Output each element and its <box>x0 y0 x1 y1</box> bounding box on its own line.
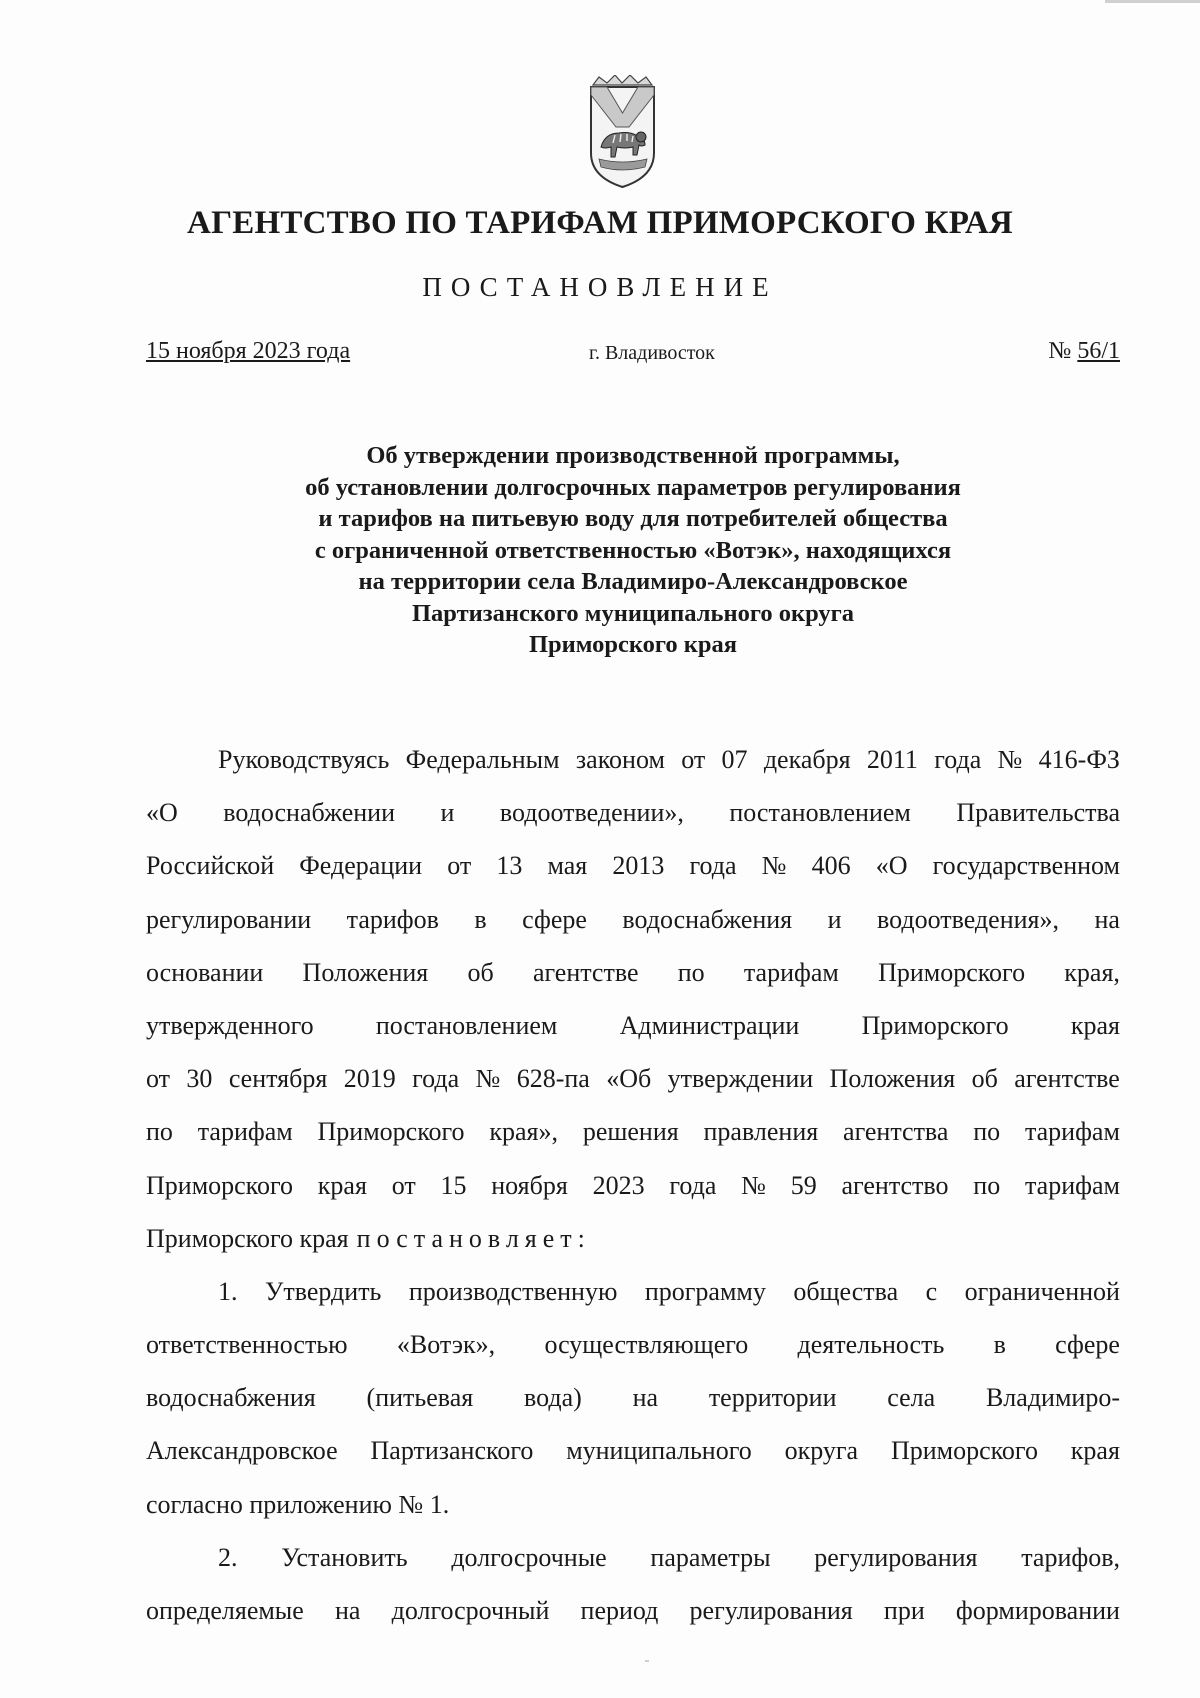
body-word: тарифам <box>1024 1170 1120 1200</box>
body-line <box>146 1212 1120 1265</box>
document-type: ПОСТАНОВЛЕНИЕ <box>422 272 778 302</box>
body-word: ограниченной <box>964 1276 1120 1306</box>
body-line <box>146 839 1120 892</box>
body-word: сентября <box>228 1064 328 1094</box>
body-word: 59 <box>790 1170 817 1200</box>
document-subject <box>146 440 1120 661</box>
body-word: Утвердить <box>264 1276 382 1306</box>
body-word: правления <box>703 1117 819 1147</box>
body-word: водоотведении», <box>499 798 684 828</box>
body-word: 1. <box>218 1276 238 1306</box>
paragraph-1-line <box>146 1318 1120 1371</box>
body-word: территории <box>708 1383 837 1413</box>
body-word: ноября <box>491 1170 568 1200</box>
body-word: № <box>761 851 787 881</box>
body-word: общества <box>793 1276 899 1306</box>
body-word: сфере <box>522 904 587 934</box>
body-word: Федеральным <box>405 745 560 774</box>
body-word: года <box>934 745 982 774</box>
body-word: Администрации <box>619 1010 800 1040</box>
body-word: долгосрочный <box>391 1596 550 1625</box>
body-word: 15 <box>440 1170 467 1200</box>
body-word: 2023 <box>592 1170 645 1200</box>
body-line <box>146 786 1120 839</box>
body-word: долгосрочные <box>451 1542 607 1572</box>
body-word: Приморского <box>861 1010 1009 1040</box>
body-word: при <box>883 1596 925 1625</box>
body-word: 406 <box>811 851 851 881</box>
subject-line: Партизанского муниципального округа <box>411 599 855 627</box>
body-word: Российской <box>146 851 275 881</box>
subject-line: Приморского края <box>528 631 738 658</box>
body-word: края», <box>489 1117 558 1147</box>
body-word: программу <box>644 1276 766 1306</box>
body-word: постановлением <box>375 1010 558 1040</box>
body-word: Правительства <box>956 798 1120 828</box>
primorsky-coat-of-arms-icon <box>585 75 660 190</box>
agency-name: АГЕНТСТВО ПО ТАРИФАМ ПРИМОРСКОГО КРАЯ <box>187 205 1013 241</box>
body-word: края <box>1070 1010 1120 1040</box>
body-word: от <box>146 1064 171 1094</box>
body-word: по <box>973 1170 1001 1200</box>
body-word: и <box>827 904 842 934</box>
body-word: государственном <box>932 851 1120 881</box>
body-word: 2. <box>218 1542 238 1572</box>
body-word: постановлением <box>729 798 911 828</box>
number-sign: № <box>1048 338 1072 364</box>
body-word: период <box>580 1596 659 1625</box>
body-word: ответственностью <box>146 1330 348 1360</box>
scan-corner-mark <box>1105 0 1200 3</box>
body-word: № <box>475 1064 501 1094</box>
body-word: от <box>681 745 706 774</box>
subject-line: Об утверждении производственной программы, <box>366 442 900 469</box>
resolution-keyword: постановляет: <box>356 1223 591 1253</box>
body-word: и <box>440 798 455 828</box>
body-word: по <box>677 957 705 987</box>
body-line <box>146 733 1120 786</box>
body-word: на <box>1094 904 1120 934</box>
body-word: утверждении <box>667 1064 814 1094</box>
body-word: производственную <box>408 1276 618 1306</box>
paragraph-1-line <box>146 1478 1120 1531</box>
body-word: «О <box>146 798 178 828</box>
body-word: Положения <box>302 957 429 987</box>
body-word: регулирования <box>814 1542 978 1572</box>
body-word: определяемые <box>146 1596 304 1625</box>
body-word: водоснабжения <box>622 904 793 934</box>
body-line <box>146 893 1120 946</box>
body-word: на <box>632 1383 659 1413</box>
body-word: «Об <box>606 1064 652 1094</box>
body-word: осуществляющего <box>544 1330 749 1360</box>
body-word: параметры <box>650 1542 771 1572</box>
body-word: основании <box>146 957 264 987</box>
document-date: 15 ноября 2023 года <box>146 338 351 364</box>
body-text-fragment: Приморского края <box>146 1223 349 1253</box>
body-word: 07 <box>721 745 748 774</box>
body-word: Федерации <box>299 851 423 881</box>
document-city: г. Владивосток <box>589 342 715 364</box>
body-word: тарифов <box>346 904 439 934</box>
body-word: агентство <box>841 1170 949 1200</box>
scan-speck <box>645 1660 649 1662</box>
body-word: Владимиро- <box>985 1383 1120 1413</box>
body-word: 2011 <box>866 745 918 774</box>
paragraph-1-line <box>146 1424 1120 1477</box>
body-line <box>146 946 1120 999</box>
body-word: от <box>391 1170 416 1200</box>
document-meta-row <box>146 338 1120 372</box>
body-word: от <box>447 851 472 881</box>
body-word: водоотведения», <box>877 904 1059 934</box>
body-word: года <box>689 851 737 881</box>
body-word: «Вотэк», <box>396 1330 496 1360</box>
document-body <box>146 733 1120 1637</box>
body-word: «О <box>875 851 908 881</box>
body-word: Приморского <box>317 1117 465 1147</box>
paragraph-2-line <box>146 1584 1120 1637</box>
body-word: Приморского <box>146 1170 294 1200</box>
body-word: водоснабжении <box>223 798 395 828</box>
body-word: (питьевая <box>366 1383 474 1413</box>
body-word: села <box>887 1383 936 1413</box>
body-word: края, <box>1064 957 1120 987</box>
body-word: края <box>1070 1436 1120 1466</box>
body-line <box>146 1052 1120 1105</box>
body-word: в <box>993 1330 1006 1360</box>
body-word: Установить <box>281 1542 408 1572</box>
body-word: об <box>971 1064 998 1094</box>
subject-line: об установлении долгосрочных параметров регулирования <box>305 473 961 501</box>
body-word: 30 <box>186 1064 213 1094</box>
body-word: Партизанского <box>370 1436 534 1466</box>
body-word: тарифам <box>197 1117 293 1147</box>
body-word: тарифам <box>743 957 839 987</box>
number-value: 56/1 <box>1077 338 1120 364</box>
body-word: вода) <box>524 1383 582 1413</box>
subject-line: с ограниченной ответственностью «Вотэк», находящихся <box>314 536 952 564</box>
body-word: агентстве <box>1014 1064 1120 1094</box>
body-word: Руководствуясь <box>218 745 390 774</box>
body-word: мая <box>547 851 588 881</box>
body-word: с <box>925 1276 938 1306</box>
body-word: Александровское <box>146 1436 338 1466</box>
subject-line: и тарифов на питьевую воду для потребителей общества <box>318 505 948 532</box>
body-word: 13 <box>496 851 523 881</box>
body-word: по <box>973 1117 1001 1147</box>
paragraph-1-line <box>146 1265 1120 1318</box>
body-word: водоснабжения <box>146 1383 316 1413</box>
body-word: 416-ФЗ <box>1038 745 1120 774</box>
body-word: агентства <box>843 1117 949 1147</box>
body-word: агентстве <box>532 957 639 987</box>
body-line <box>146 1105 1120 1158</box>
body-line <box>146 999 1120 1052</box>
body-word: утвержденного <box>146 1010 314 1040</box>
body-word: на <box>334 1596 361 1625</box>
body-word: 2013 <box>612 851 665 881</box>
body-word: № <box>997 745 1023 774</box>
body-word: края <box>317 1170 367 1200</box>
body-line <box>146 1159 1120 1212</box>
body-word: 2019 <box>343 1064 396 1094</box>
body-word: Приморского <box>890 1436 1038 1466</box>
subject-line: на территории села Владимиро-Александровское <box>358 568 908 595</box>
paragraph-2-line <box>146 1531 1120 1584</box>
body-word: Положения <box>829 1064 956 1094</box>
body-word: № <box>741 1170 766 1200</box>
body-word: регулирования <box>689 1596 853 1625</box>
body-word: муниципального <box>566 1436 752 1466</box>
body-word: деятельность <box>797 1330 945 1360</box>
body-text-fragment: согласно приложению № 1. <box>146 1489 450 1519</box>
body-word: об <box>467 957 494 987</box>
body-word: года <box>669 1170 717 1200</box>
body-word: 628-па <box>516 1064 590 1094</box>
paragraph-1-line <box>146 1371 1120 1424</box>
body-word: в <box>474 904 487 934</box>
body-word: по <box>146 1117 173 1147</box>
body-word: тарифам <box>1024 1117 1120 1147</box>
body-word: года <box>412 1064 460 1094</box>
body-word: декабря <box>763 745 851 774</box>
document-number <box>1048 338 1120 365</box>
body-word: тарифов, <box>1021 1542 1120 1572</box>
body-word: законом <box>575 745 665 774</box>
body-word: решения <box>582 1117 679 1147</box>
body-word: регулировании <box>146 904 312 934</box>
body-word: сфере <box>1055 1330 1120 1360</box>
body-word: формировании <box>955 1596 1120 1625</box>
body-word: округа <box>784 1436 859 1466</box>
body-word: Приморского <box>878 957 1026 987</box>
